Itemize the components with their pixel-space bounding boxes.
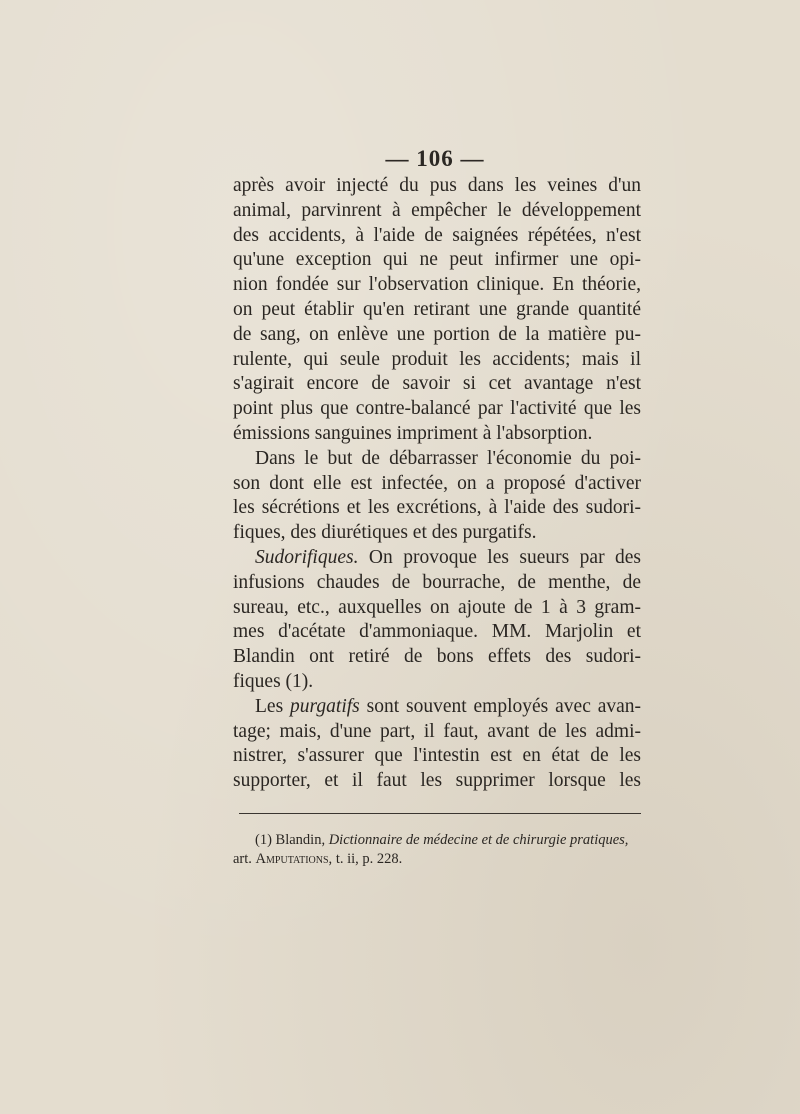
text-line: qu'une exception qui ne peut infirmer une opi- [233,249,641,271]
text-line [233,546,641,571]
text-line: on peut établir qu'en retirant une grande quantité [233,298,641,320]
text-line: animal, parvinrent à empêcher le développement [233,199,641,221]
text-line: fiques (1). [233,670,314,692]
text-line: point plus que contre-balancé par l'activité que les [233,398,641,420]
text-line: tage; mais, d'une part, il faut, avant de les admi- [233,720,641,742]
text-line: sureau, etc., auxquelles on ajoute de 1 à 3 gram- [233,596,641,618]
footnote-divider [239,813,641,814]
footnote-text: art. [233,851,252,867]
text-line: s'agirait encore de savoir si cet avantage n'est [233,373,641,395]
text-line: de sang, on enlève une portion de la matière pu- [233,323,641,345]
text-line: rulente, qui seule produit les accidents; mais il [233,348,641,370]
page-number: — 106 — [385,146,485,171]
footnote-title: Dictionnaire de médecine et de chirurgie pratiques, [328,832,629,848]
text-line: nion fondée sur l'observation clinique. En théorie, [233,274,641,296]
footnote [233,831,643,869]
text-line: les sécrétions et les excrétions, à l'aide des sudori- [233,497,641,519]
footnote-marker: (1) Blandin, [255,832,326,848]
text-line: infusions chaudes de bourrache, de menthe, de [233,571,641,593]
footnote-line [233,850,643,869]
text-run: sont souvent employés avec avan- [366,695,642,717]
main-text [233,174,641,794]
text-line: supporter, et il faut les supprimer lorsque les [233,770,641,792]
text-line: son dont elle est infectée, on a proposé d'activer [233,472,641,494]
term-purgatifs: purgatifs [290,695,360,717]
footnote-article: Amputations, [255,851,333,867]
text-line: fiques, des diurétiques et des purgatifs. [233,522,537,544]
text-line: émissions sanguines impriment à l'absorption. [233,422,593,444]
text-line: Blandin ont retiré de bons effets des sudori- [233,646,641,668]
paragraph-1 [233,174,641,447]
text-line: nistrer, s'assurer que l'intestin est en état de les [233,745,641,767]
text-run: Les [255,695,284,717]
footnote-line [233,831,643,850]
text-line: après avoir injecté du pus dans les veines d'un [233,175,641,196]
text-line [233,695,641,720]
text-line: Dans le but de débarrasser l'économie du poi- [255,447,641,469]
footnote-text: t. ii, p. 228. [335,851,403,867]
section-heading-sudorifiques: Sudorifiques. [255,546,359,568]
text-line: des accidents, à l'aide de saignées répétées, n'est [233,224,641,246]
paragraph-2 [233,447,641,546]
text-line: mes d'acétate d'ammoniaque. MM. Marjolin et [233,621,641,643]
text-run: On provoque les sueurs par des [368,546,641,568]
paragraph-3 [233,546,641,695]
paragraph-4 [233,695,641,794]
